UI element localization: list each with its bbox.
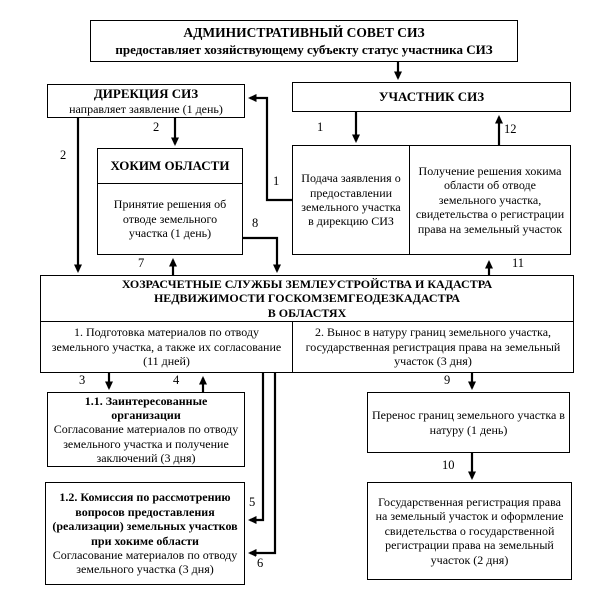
- step-label-3: 3: [79, 373, 86, 387]
- admin-council-box: [90, 20, 518, 62]
- step-label-4: 4: [173, 373, 180, 387]
- directorate-box: [47, 84, 245, 118]
- services-title-line1: ХОЗРАСЧЕТНЫЕ СЛУЖБЫ ЗЕМЛЕУСТРОЙСТВА И КАДАСТРА: [121, 276, 493, 291]
- services-title-line3: В ОБЛАСТЯХ: [267, 305, 347, 320]
- step-label-1b: 1: [273, 174, 280, 188]
- admin-council-title: АДМИНИСТРАТИВНЫЙ СОВЕТ СИЗ: [183, 24, 425, 40]
- step-label-2b: 2: [60, 148, 67, 162]
- services-title: [41, 276, 573, 321]
- registration-box: [367, 482, 572, 580]
- arrow-6-services-to-commission: [250, 373, 275, 553]
- receipt-cell: Получение решения хокима области об отводе земельного участка, свидетельства о регистрации права на земельный участок: [415, 164, 565, 236]
- registration-text: Государственная регистрация права на земельный участок и оформление свидетельства о государственной регистрации права на земельный участок (2 дня): [375, 495, 564, 567]
- step-label-8: 8: [252, 216, 259, 230]
- commission-box: [45, 482, 245, 585]
- submission-receipt-box: [292, 145, 571, 255]
- commission-body: Согласование материалов по отводу земельного участка (3 дня): [52, 547, 238, 577]
- hokim-box: [97, 148, 243, 255]
- step-label-11: 11: [512, 256, 525, 270]
- arrow-1-submission-to-directorate: [250, 98, 292, 200]
- transfer-text: Перенос границ земельного участка в натуру (1 день): [372, 408, 565, 437]
- step-label-5: 5: [249, 495, 256, 509]
- hokim-title: ХОКИМ ОБЛАСТИ: [110, 158, 230, 174]
- submission-cell: Подача заявления о предоставлении земельного участка в дирекцию СИЗ: [293, 146, 410, 254]
- step-label-2a: 2: [153, 120, 160, 134]
- services-box: [40, 275, 574, 373]
- participant-box: [292, 82, 571, 112]
- services-title-line2: НЕДВИЖИМОСТИ ГОСКОМЗЕМГЕОДЕЗКАДАСТРА: [153, 291, 461, 306]
- arrow-8-hokim-to-services: [243, 238, 277, 271]
- commission-title: 1.2. Комиссия по рассмотрению вопросов предоставления (реализации) земельных участков при хокиме области: [52, 490, 238, 548]
- participant-title: УЧАСТНИК СИЗ: [378, 89, 485, 105]
- admin-council-subtitle: предоставляет хозяйствующему субъекту статус участника СИЗ: [115, 41, 493, 57]
- step-label-7: 7: [138, 256, 145, 270]
- transfer-box: [367, 392, 570, 453]
- directorate-title: ДИРЕКЦИЯ СИЗ: [93, 85, 199, 101]
- step-label-1a: 1: [317, 120, 324, 134]
- step-label-6: 6: [257, 556, 264, 570]
- step-label-10: 10: [442, 458, 455, 472]
- hokim-body: Принятие решения об отводе земельного участка (1 день): [113, 197, 227, 241]
- services-cell-2: 2. Вынос в натуру границ земельного участка, государственная регистрация права на земельный участок (3 дня): [305, 325, 561, 369]
- interested-orgs-body: Согласование материалов по отводу земельного участка и получение заключений (3 дня): [53, 422, 239, 466]
- step-label-12: 12: [504, 122, 517, 136]
- interested-orgs-box: [47, 392, 245, 467]
- step-label-9: 9: [444, 373, 451, 387]
- services-cell-1: 1. Подготовка материалов по отводу земельного участка, а также их согласование (11 дней): [41, 322, 293, 372]
- interested-orgs-title: 1.1. Заинтересованные организации: [84, 393, 208, 422]
- directorate-subtitle: направляет заявление (1 день): [69, 101, 223, 116]
